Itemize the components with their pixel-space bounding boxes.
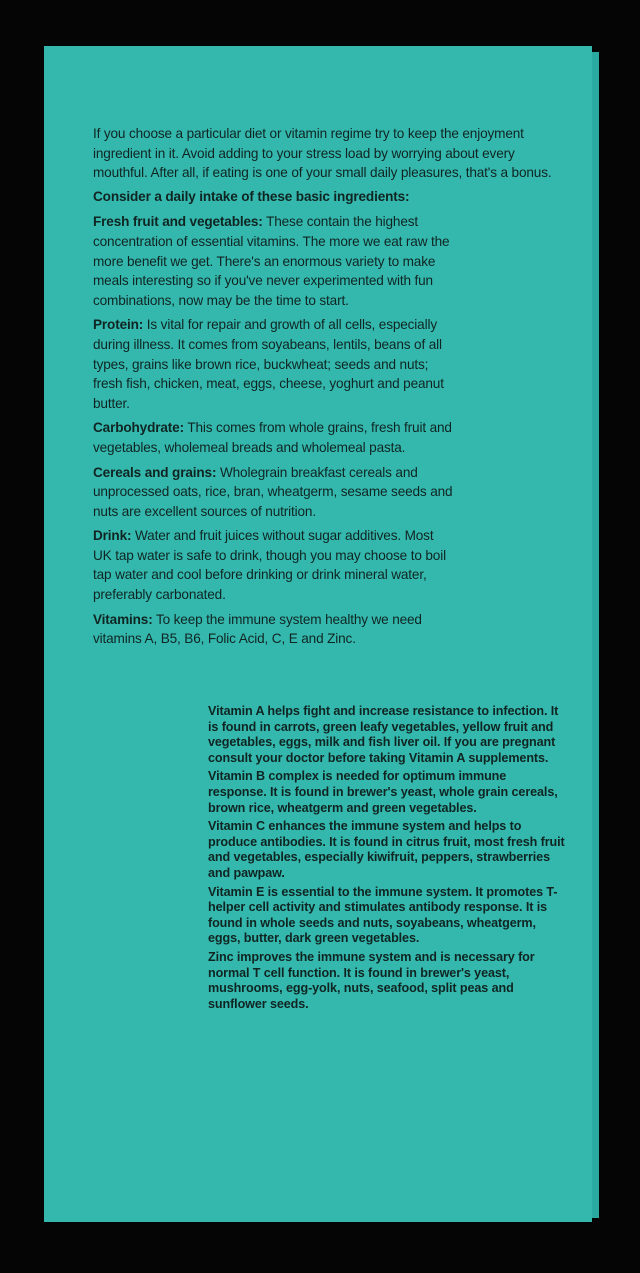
ingredient-term: Protein: [93, 317, 144, 333]
ingredient-carbohydrate [93, 418, 453, 457]
ingredient-text: This comes from whole grains, fresh fruit and vegetables, wholemeal breads and wholemeal pasta. [93, 420, 452, 455]
ingredient-term: Fresh fruit and vegetables: [93, 214, 263, 230]
ingredient-text: To keep the immune system healthy we need vitamins A, B5, B6, Folic Acid, C, E and Zinc. [93, 611, 422, 647]
ingredient-fresh-fruit [93, 212, 453, 310]
vitamin-c-note: Vitamin C enhances the immune system and helps to produce antibodies. It is found in citrus fruit, most fresh fruit and vegetables, especially kiwifruit, peppers, strawberries and pawpaw. [208, 819, 565, 880]
leaflet-page [44, 46, 592, 1222]
ingredient-term: Drink: [93, 528, 132, 544]
zinc-note: Zinc improves the immune system and is necessary for normal T cell function. It is found in brewer's yeast, mushrooms, egg-yolk, nuts, seafood, split peas and sunflower seeds. [208, 949, 535, 1011]
ingredient-term: Vitamins: [93, 611, 153, 627]
ingredient-cereals [93, 463, 453, 522]
vitamin-e-note: Vitamin E is essential to the immune system. It promotes T-helper cell activity and stimulates antibody response. It is found in whole seeds and nuts, soyabeans, wheatgerm, eggs, butter, dark green vegetables. [208, 884, 558, 946]
ingredient-term: Cereals and grains: [93, 464, 217, 480]
vitamin-notes-section [208, 704, 568, 1015]
ingredient-text: Water and fruit juices without sugar additives. Most UK tap water is safe to drink, though you may choose to boil tap water and cool before drinking or drink mineral water, preferably carbonated. [93, 528, 446, 603]
ingredient-text: Is vital for repair and growth of all cells, especially during illness. It comes from soyabeans, lentils, beans of all types, grains like brown rice, buckwheat; seeds and nuts; fresh fish, chicken, meat, eggs, cheese, yoghurt and peanut butter. [93, 317, 444, 411]
intake-heading: Consider a daily intake of these basic ingredients: [93, 188, 410, 204]
ingredient-text: These contain the highest concentration of essential vitamins. The more we eat raw the more benefit we get. There's an enormous variety to make meals interesting so if you've never experimented with fun combinations, now may be the time to start. [93, 214, 450, 308]
ingredient-drink [93, 526, 453, 604]
vitamin-a-note: Vitamin A helps fight and increase resistance to infection. It is found in carrots, green leafy vegetables, yellow fruit and vegetables, eggs, milk and fish liver oil. If you are pregnant consult your doctor before taking Vitamin A supplements. [208, 704, 559, 765]
diet-advice-section [93, 124, 553, 654]
ingredient-text: Wholegrain breakfast cereals and unprocessed oats, rice, bran, wheatgerm, sesame seeds and nuts are excellent sources of nutrition. [93, 464, 453, 519]
intro-paragraph: If you choose a particular diet or vitamin regime try to keep the enjoyment ingredient in it. Avoid adding to your stress load by worrying about every mouthful. After all, if eating is one of your small daily pleasures, that's a bonus. [93, 126, 552, 181]
ingredient-protein [93, 315, 453, 413]
vitamin-b-note: Vitamin B complex is needed for optimum immune response. It is found in brewer's yeast, whole grain cereals, brown rice, wheatgerm and green vegetables. [208, 769, 558, 815]
ingredient-vitamins [93, 610, 453, 649]
ingredient-term: Carbohydrate: [93, 420, 184, 436]
